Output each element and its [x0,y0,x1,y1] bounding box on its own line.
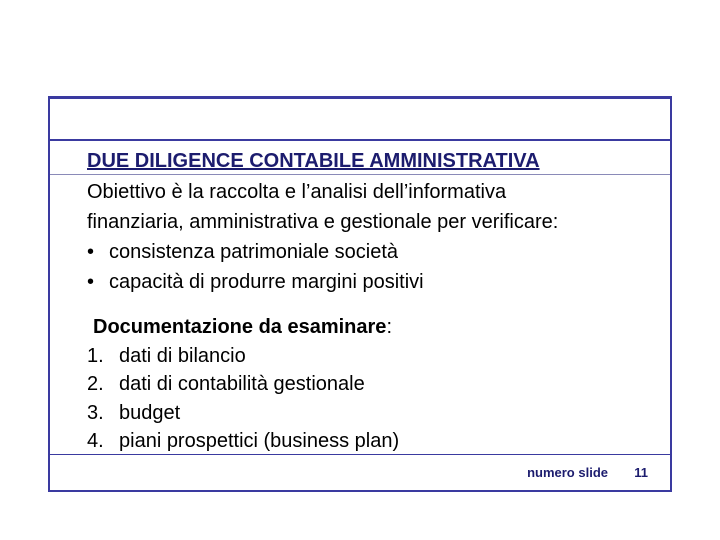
bullet-text: consistenza patrimoniale società [109,241,399,263]
intro-block [87,177,667,297]
documents-list-item [87,427,399,456]
item-number: 3. [87,401,104,424]
documents-list [87,342,399,456]
item-text: dati di contabilità gestionale [119,373,365,395]
item-text: budget [119,401,181,424]
documents-list-item [87,342,399,371]
item-number: 4. [87,430,104,452]
intro-line: Obiettivo è la raccolta e l’analisi dell’informativa [87,181,507,203]
slide-title-band [50,99,670,141]
intro-line: finanziaria, amministrativa e gestionale per verificare: [87,211,559,233]
bullet-icon: • [87,271,95,293]
documents-block [87,313,399,456]
item-number: 2. [87,373,104,395]
item-text: dati di bilancio [119,344,246,367]
slide-frame [48,96,672,492]
item-text: piani prospettici (business plan) [119,430,400,452]
documents-list-item [87,399,399,428]
slide-number: 11 [634,465,648,480]
documents-title-text: Documentazione da esaminare [93,316,387,338]
heading-divider [50,174,670,175]
item-number: 1. [87,344,104,367]
bullet-item [87,267,667,297]
slide-number-label: numero slide [527,465,608,480]
bullet-icon: • [87,241,95,263]
documents-list-item [87,370,399,399]
documents-title [87,313,399,342]
documents-title-colon: : [386,316,392,338]
slide-heading: DUE DILIGENCE CONTABILE AMMINISTRATIVA [87,150,540,172]
slide-content [50,141,670,455]
objective-bullet-list [87,237,667,297]
bullet-text: capacità di produrre margini positivi [109,271,424,293]
slide-footer [50,454,670,490]
bullet-item [87,237,667,267]
